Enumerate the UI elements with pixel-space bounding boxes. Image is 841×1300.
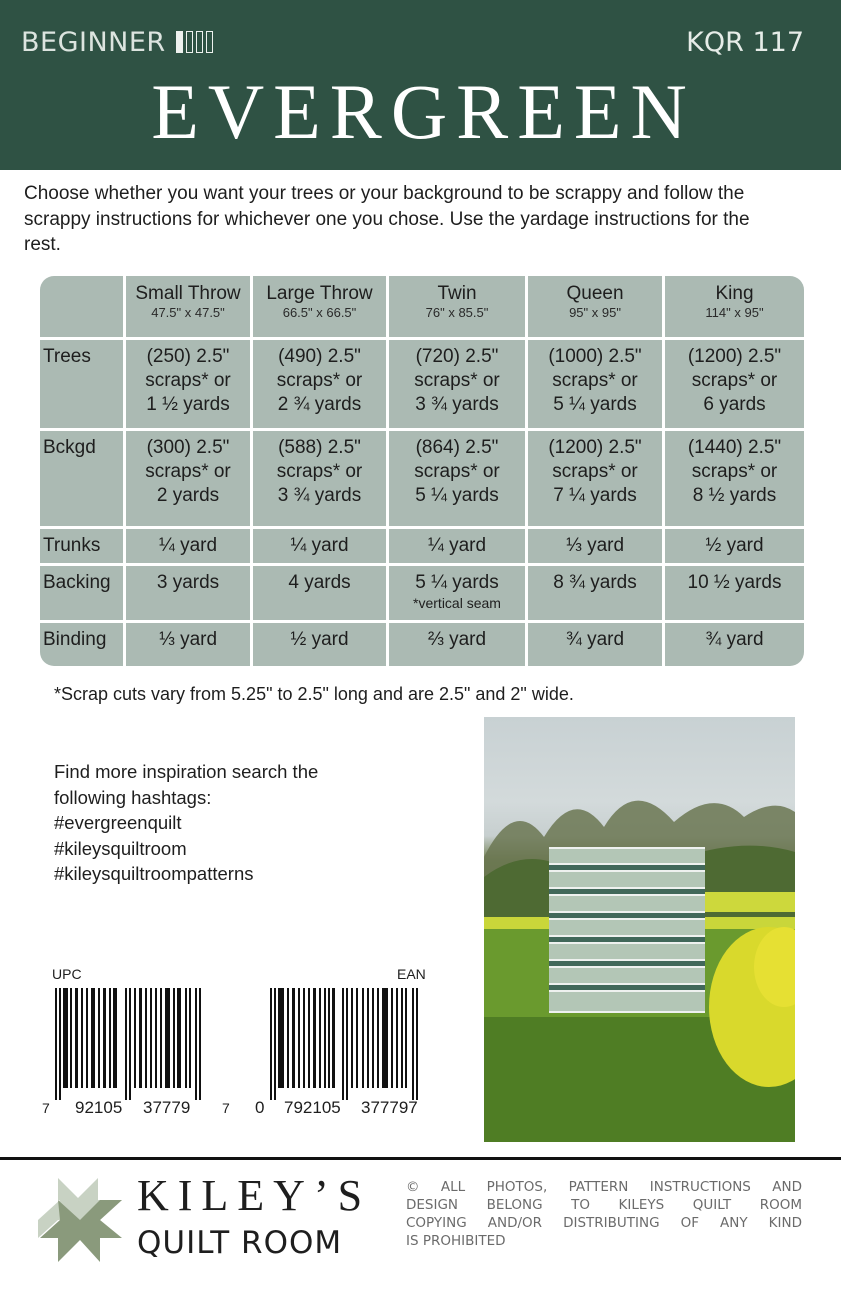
- column-name: Twin: [437, 283, 477, 304]
- table-cell: (1440) 2.5" scraps* or 8 ½ yards: [665, 431, 804, 526]
- copyright-line: © ALL PHOTOS, PATTERN INSTRUCTIONS AND: [406, 1179, 802, 1195]
- table-cell: ¾ yard: [665, 623, 804, 666]
- ean-lead-digit: 0: [255, 1098, 265, 1117]
- column-name: Small Throw: [135, 283, 241, 304]
- column-header: [665, 276, 804, 337]
- table-cell: ½ yard: [253, 623, 386, 666]
- table-cell: 10 ½ yards: [665, 566, 804, 620]
- table-cell: ¾ yard: [528, 623, 662, 666]
- footer-divider: [0, 1157, 841, 1160]
- ean-label: EAN: [397, 966, 426, 982]
- table-cell: ⅓ yard: [528, 529, 662, 563]
- quilt-photo: [484, 717, 795, 1142]
- row-label-trees: Trees: [40, 340, 123, 428]
- table-cell: (490) 2.5" scraps* or 2 ¾ yards: [253, 340, 386, 428]
- column-dimensions: 66.5" x 66.5": [282, 305, 357, 320]
- upc-barcode-icon: [55, 988, 215, 1100]
- inspiration-text: following hashtags:: [54, 786, 212, 808]
- table-cell: (250) 2.5" scraps* or 1 ½ yards: [126, 340, 250, 428]
- row-label-trunks: Trunks: [40, 529, 123, 563]
- yardage-table: [40, 276, 804, 666]
- table-cell: ¼ yard: [126, 529, 250, 563]
- table-cell: 4 yards: [253, 566, 386, 620]
- column-header: [528, 276, 662, 337]
- table-cell: (864) 2.5" scraps* or 5 ¼ yards: [389, 431, 525, 526]
- inspiration-text: Find more inspiration search the: [54, 761, 319, 782]
- column-dimensions: 114" x 95": [705, 305, 764, 320]
- table-cell: ¼ yard: [389, 529, 525, 563]
- intro-paragraph: Choose whether you want your trees or your background to be scrappy and follow the scrappy instructions for whichever one you chose. Use the yardage instructions for the rest.: [24, 183, 750, 255]
- hashtag: #kileysquiltroom: [54, 837, 187, 859]
- table-cell: (1200) 2.5" scraps* or 6 yards: [665, 340, 804, 428]
- copyright-line: COPYING AND/OR DISTRIBUTING OF ANY KIND: [406, 1215, 802, 1231]
- brand-subtitle: QUILT ROOM: [137, 1225, 343, 1261]
- ean-barcode-icon: [270, 988, 432, 1100]
- table-cell: 8 ¾ yards: [528, 566, 662, 620]
- difficulty-bar-empty: [186, 31, 193, 53]
- table-cell: ⅔ yard: [389, 623, 525, 666]
- table-cell: (300) 2.5" scraps* or 2 yards: [126, 431, 250, 526]
- column-name: Large Throw: [266, 283, 373, 304]
- table-cell: ⅓ yard: [126, 623, 250, 666]
- vertical-seam-note: *vertical seam: [413, 595, 501, 611]
- upc-right-digits: 37779: [143, 1098, 191, 1117]
- header-banner: [0, 0, 841, 170]
- table-cell: (720) 2.5" scraps* or 3 ¾ yards: [389, 340, 525, 428]
- column-name: Queen: [566, 283, 624, 304]
- level-label: BEGINNER: [21, 26, 166, 58]
- column-dimensions: 76" x 85.5": [425, 305, 489, 320]
- table-cell: ¼ yard: [253, 529, 386, 563]
- copyright-line: DESIGN BELONG TO KILEYS QUILT ROOM: [406, 1197, 802, 1213]
- difficulty-bar-empty: [206, 31, 213, 53]
- table-cell: 3 yards: [126, 566, 250, 620]
- ean-left-digits: 792105: [284, 1098, 341, 1117]
- quilt-star-logo-icon: [38, 1178, 122, 1262]
- table-cell: (588) 2.5" scraps* or 3 ¾ yards: [253, 431, 386, 526]
- upc-left-digits: 92105: [75, 1098, 123, 1117]
- row-label-background: Bckgd: [40, 431, 123, 526]
- difficulty-bar-filled: [176, 31, 183, 53]
- scrap-footnote: *Scrap cuts vary from 5.25" to 2.5" long and are 2.5" and 2" wide.: [54, 684, 574, 704]
- upc-label: UPC: [52, 966, 82, 982]
- difficulty-bar-empty: [196, 31, 203, 53]
- table-cell: (1200) 2.5" scraps* or 7 ¼ yards: [528, 431, 662, 526]
- hashtag: #kileysquiltroompatterns: [54, 863, 254, 884]
- brand-name: KILEY’S: [137, 1171, 372, 1220]
- difficulty-meter-icon: [176, 31, 213, 53]
- row-label-backing: Backing: [40, 566, 123, 620]
- quilt-in-field-image: [484, 717, 795, 1142]
- column-header: [253, 276, 386, 337]
- pattern-code: KQR 117: [686, 27, 804, 58]
- pattern-title: EVERGREEN: [151, 68, 696, 155]
- inspiration-block: [54, 759, 414, 887]
- upc-lead-digit: 7: [42, 1100, 50, 1116]
- hashtag: #evergreenquilt: [54, 812, 182, 833]
- column-dimensions: 95" x 95": [569, 305, 621, 320]
- column-header: [389, 276, 525, 337]
- upc-trail-digit: 7: [222, 1100, 230, 1116]
- table-corner-cell: [40, 276, 123, 337]
- column-dimensions: 47.5" x 47.5": [151, 305, 225, 320]
- difficulty-level: [21, 27, 213, 57]
- row-label-binding: Binding: [40, 623, 123, 666]
- table-cell: ½ yard: [665, 529, 804, 563]
- table-cell: (1000) 2.5" scraps* or 5 ¼ yards: [528, 340, 662, 428]
- ean-right-digits: 377797: [361, 1098, 418, 1117]
- copyright-notice: [406, 1178, 802, 1250]
- column-name: King: [715, 283, 754, 304]
- column-header: [126, 276, 250, 337]
- table-cell: 5 ¼ yards *vertical seam: [389, 566, 525, 620]
- copyright-line: IS PROHIBITED: [406, 1233, 506, 1249]
